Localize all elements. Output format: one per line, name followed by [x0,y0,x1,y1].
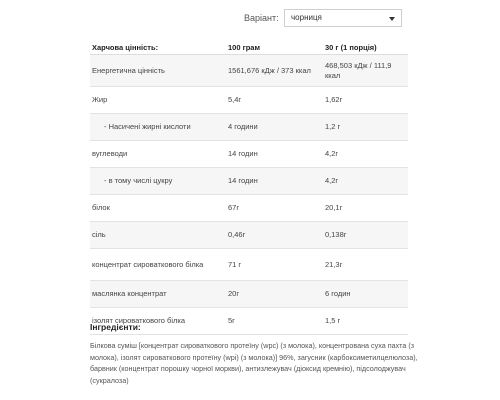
row-per100: 71 г [226,249,323,281]
row-per-serving: 21,3г [323,249,408,281]
table-row [90,55,408,87]
row-per100: 5,4г [226,87,323,114]
ingredients-text: Білкова суміш [концентрат сироваткового протеїну (wpc) (з молока), концентрована суха пахта (з молока), ізолят сироваткового протеїну (wpi) (з молока)] 96%, загусник (карбоксиметилцелюлоза), барвник (концентрат порошку чорної моркви), антизлежувач (діоксид кремнію), підсолоджувач (сукралоза) [90,341,418,385]
row-per-serving: 20,1г [323,195,408,222]
header-per-100g: 100 грам [226,40,323,55]
header-per-serving: 30 г (1 порція) [323,40,408,55]
table-row [90,87,408,114]
row-per-serving: 4,2г [323,168,408,195]
variant-selector [244,8,402,28]
nutrition-table [90,40,408,335]
table-row [90,249,408,281]
table-row [90,195,408,222]
row-per-serving: 4,2г [323,141,408,168]
row-per-serving: 6 годин [323,281,408,308]
row-name: вуглеводи [90,141,226,168]
row-per-serving: 468,503 кДж / 111,9 ккал [323,55,408,87]
row-name: сіль [90,222,226,249]
row-name: - Насичені жирні кислоти [90,114,226,141]
table-row [90,114,408,141]
row-per100: 14 годин [226,168,323,195]
variant-label: Варіант: [244,13,279,23]
ingredients-title: Інгредієнти: [90,322,141,332]
variant-dropdown[interactable] [284,9,402,27]
row-per100: 20г [226,281,323,308]
row-name: - в тому числі цукру [90,168,226,195]
row-per-serving: 0,138г [323,222,408,249]
row-name: білок [90,195,226,222]
row-per100: 1561,676 кДж / 373 ккал [226,55,323,87]
row-name: Енергетична цінність [90,55,226,87]
variant-selected-value: чорниця [291,13,322,22]
row-per100: 5г [226,308,323,335]
table-header-row [90,40,408,55]
row-name: маслянка концентрат [90,281,226,308]
row-per-serving: 1,5 г [323,308,408,335]
row-per-serving: 1,62г [323,87,408,114]
row-per100: 0,46г [226,222,323,249]
row-name: Жир [90,87,226,114]
table-row [90,281,408,308]
header-nutrition: Харчова цінність: [90,40,226,55]
row-per100: 4 години [226,114,323,141]
chevron-down-icon [389,17,395,21]
ingredients-section [90,322,420,386]
row-per100: 14 годин [226,141,323,168]
row-per100: 67г [226,195,323,222]
row-name: концентрат сироваткового білка [90,249,226,281]
table-row [90,168,408,195]
table-row [90,141,408,168]
row-per-serving: 1,2 г [323,114,408,141]
table-row [90,222,408,249]
row-name: ізолят сироваткового білка [90,308,226,335]
